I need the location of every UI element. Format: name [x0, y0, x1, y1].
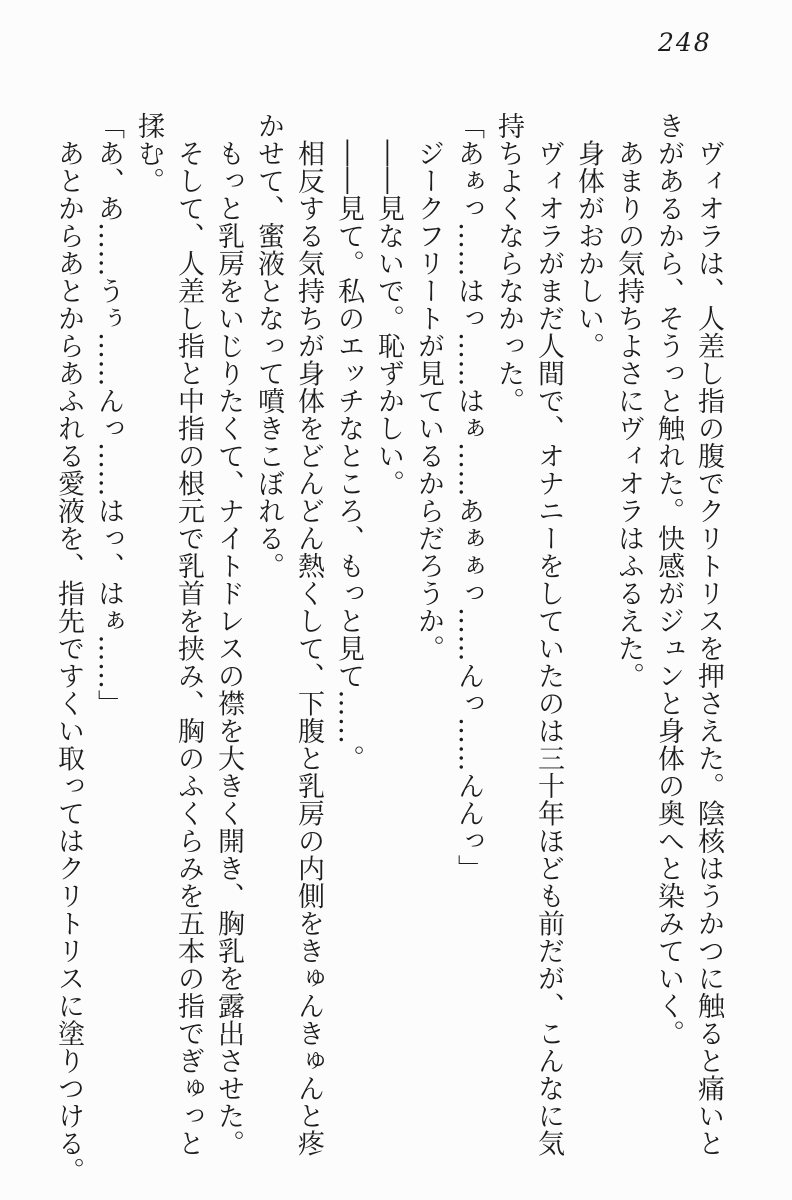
paragraph: [488, 112, 568, 1192]
paragraph: [128, 112, 208, 1192]
text-column: 相反する気持ちが身体をどんどん熱くして、下腹と乳房の内側をきゅんきゅんと疼: [293, 112, 324, 1157]
paragraph: [368, 112, 408, 1192]
text-column: かせて、蜜液となって噴きこぼれる。: [253, 112, 284, 580]
paragraph: [248, 112, 328, 1192]
text-column: 「あぁっ……はっ……はぁ……あぁぁっ……んっ……んんっ」: [453, 112, 484, 882]
text-column: 「あ、あ……うぅ……んっ……はっ、はぁ……」: [93, 112, 124, 717]
paragraph: [88, 112, 128, 1192]
text-column: ――見ないで。恥ずかしい。: [373, 112, 404, 497]
paragraph: [408, 112, 448, 1192]
text-column: ヴィオラがまだ人間で、オナニーをしていたのは三十年ほども前だが、こんなに気: [533, 112, 564, 1157]
text-column: きがあるから、そうっと触れた。快感がジュンと身体の奥へと染みていく。: [653, 112, 684, 1047]
text-column: ヴィオラは、人差し指の腹でクリトリスを押さえた。陰核はうかつに触ると痛いと: [693, 112, 724, 1157]
paragraph: [48, 112, 88, 1192]
page-number: 248: [658, 28, 712, 57]
text-column: あとからあとからあふれる愛液を、指先ですくい取ってはクリトリスに塗りつける。: [53, 112, 84, 1185]
paragraph: [448, 112, 488, 1192]
paragraph: [568, 112, 608, 1192]
text-column: 持ちよくならなかった。: [493, 112, 524, 415]
text-column: あまりの気持ちよさにヴィオラはふるえた。: [613, 112, 644, 690]
body-text: [48, 112, 728, 1192]
text-column: もっと乳房をいじりたくて、ナイトドレスの襟を大きく開き、胸乳を露出させた。: [213, 112, 244, 1157]
text-column: そして、人差し指と中指の根元で乳首を挟み、胸のふくらみを五本の指でぎゅっと: [173, 112, 204, 1157]
paragraph: [608, 112, 648, 1192]
paragraph: [648, 112, 728, 1192]
text-column: 身体がおかしい。: [573, 112, 604, 360]
paragraph: [328, 112, 368, 1192]
text-column: ――見て。私のエッチなところ、もっと見て……。: [333, 112, 364, 772]
text-column: ジークフリートが見ているからだろうか。: [413, 112, 444, 662]
paragraph: [208, 112, 248, 1192]
text-column: 揉む。: [133, 112, 164, 195]
